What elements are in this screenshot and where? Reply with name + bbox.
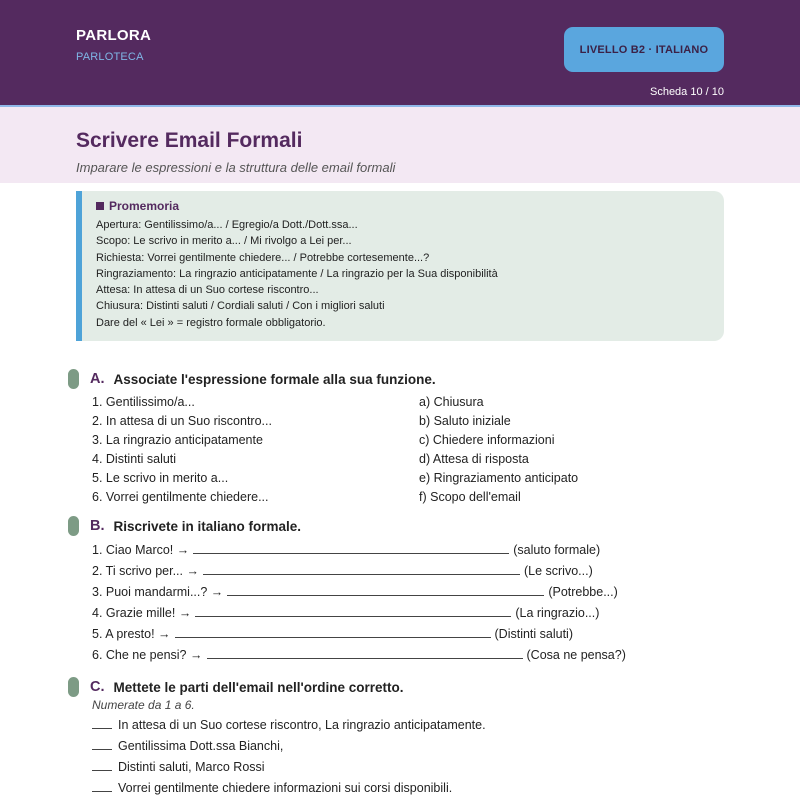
- reminder-line: Apertura: Gentilissimo/a... / Egregio/a Dott./Dott.ssa...: [96, 219, 358, 231]
- rewrite-row: [92, 585, 618, 599]
- answer-line[interactable]: [195, 606, 511, 617]
- match-right-item: d) Attesa di risposta: [419, 452, 529, 466]
- order-row: [92, 760, 265, 774]
- reminder-line: Richiesta: Vorrei gentilmente chiedere... / Potrebbe cortesemente...?: [96, 251, 430, 264]
- rewrite-prompt: 3. Puoi mandarmi...? →: [92, 585, 224, 599]
- section-letter: B.: [90, 518, 105, 534]
- order-number-blank[interactable]: [92, 739, 112, 750]
- rewrite-prompt: 5. A presto! →: [92, 627, 171, 641]
- sheet-number: Scheda 10 / 10: [649, 86, 724, 98]
- reminder-line: Ringraziamento: La ringrazio anticipatamente / La ringrazio per la Sua disponibilità: [96, 267, 498, 280]
- section-marker-icon: [68, 369, 79, 389]
- rewrite-hint: (Cosa ne pensa?): [526, 648, 626, 662]
- reminder-line: Scopo: Le scrivo in merito a... / Mi rivolgo a Lei per...: [96, 235, 352, 248]
- answer-line[interactable]: [175, 627, 491, 638]
- rewrite-row: [92, 564, 593, 578]
- answer-line[interactable]: [227, 585, 544, 596]
- order-number-blank[interactable]: [92, 760, 112, 771]
- order-number-blank[interactable]: [92, 781, 112, 792]
- sub-brand: PARLOTECA: [76, 51, 144, 63]
- rewrite-hint: (saluto formale): [513, 543, 601, 557]
- match-right-item: b) Saluto iniziale: [419, 414, 511, 428]
- order-row: [92, 781, 452, 795]
- rewrite-row: [92, 648, 626, 662]
- brand-name: PARLORA: [76, 27, 152, 44]
- page-title: Scrivere Email Formali: [76, 129, 303, 152]
- match-left-item: 6. Vorrei gentilmente chiedere...: [92, 490, 269, 504]
- match-right-item: f) Scopo dell'email: [419, 490, 521, 504]
- rewrite-hint: (Distinti saluti): [494, 627, 574, 641]
- order-number-blank[interactable]: [92, 718, 112, 729]
- rewrite-prompt: 1. Ciao Marco! →: [92, 543, 190, 557]
- reminder-heading: [96, 199, 724, 213]
- section-instruction: Mettete le parti dell'email nell'ordine corretto.: [113, 679, 404, 695]
- section-c-hint: Numerate da 1 a 6.: [92, 698, 195, 712]
- section-instruction: Riscrivete in italiano formale.: [113, 518, 302, 534]
- section-instruction: Associate l'espressione formale alla sua funzione.: [113, 371, 436, 387]
- order-row: [92, 718, 486, 732]
- rewrite-row: [92, 606, 599, 620]
- rewrite-row: [92, 543, 600, 557]
- reminder-title: Promemoria: [109, 199, 180, 213]
- answer-line[interactable]: [203, 564, 520, 575]
- match-left-item: 2. In attesa di un Suo riscontro...: [92, 414, 272, 428]
- section-marker-icon: [68, 677, 79, 697]
- reminder-line: Chiusura: Distinti saluti / Cordiali saluti / Con i migliori saluti: [96, 300, 385, 313]
- reminder-line: Attesa: In attesa di un Suo cortese riscontro...: [96, 284, 319, 297]
- level-badge: LIVELLO B2 · ITALIANO: [564, 27, 724, 72]
- section-letter: A.: [90, 371, 105, 387]
- rewrite-prompt: 4. Grazie mille! →: [92, 606, 192, 620]
- rewrite-prompt: 6. Che ne pensi? →: [92, 648, 203, 662]
- order-row: [92, 739, 283, 753]
- rewrite-hint: (La ringrazio...): [515, 606, 600, 620]
- rewrite-hint: (Le scrivo...): [523, 564, 593, 578]
- match-left-item: 1. Gentilissimo/a...: [92, 395, 195, 409]
- section-c-heading: [68, 677, 404, 697]
- rewrite-row: [92, 627, 573, 641]
- header-banner: [0, 0, 800, 105]
- match-right-item: a) Chiusura: [419, 395, 484, 409]
- match-left-item: 4. Distinti saluti: [92, 452, 177, 466]
- answer-line[interactable]: [207, 648, 523, 659]
- rewrite-hint: (Potrebbe...): [548, 585, 618, 599]
- order-text: Vorrei gentilmente chiedere informazioni sui corsi disponibili.: [118, 781, 453, 795]
- order-text: Gentilissima Dott.ssa Bianchi,: [118, 739, 284, 753]
- section-marker-icon: [68, 516, 79, 536]
- reminder-box: [76, 191, 724, 341]
- square-bullet-icon: [96, 202, 104, 210]
- match-right-item: c) Chiedere informazioni: [419, 433, 555, 447]
- title-band: [0, 105, 800, 183]
- section-a-heading: [68, 369, 436, 389]
- match-left-item: 3. La ringrazio anticipatamente: [92, 433, 263, 447]
- match-left-item: 5. Le scrivo in merito a...: [92, 471, 229, 485]
- order-text: In attesa di un Suo cortese riscontro, La ringrazio anticipatamente.: [118, 718, 486, 732]
- section-b-heading: [68, 516, 301, 536]
- rewrite-prompt: 2. Ti scrivo per... →: [92, 564, 199, 578]
- match-right-item: e) Ringraziamento anticipato: [419, 471, 579, 485]
- section-letter: C.: [90, 679, 105, 695]
- page-subtitle: Imparare le espressioni e la struttura delle email formali: [76, 160, 396, 175]
- answer-line[interactable]: [193, 543, 509, 554]
- reminder-line: Dare del « Lei » = registro formale obbligatorio.: [96, 316, 326, 329]
- order-text: Distinti saluti, Marco Rossi: [118, 760, 265, 774]
